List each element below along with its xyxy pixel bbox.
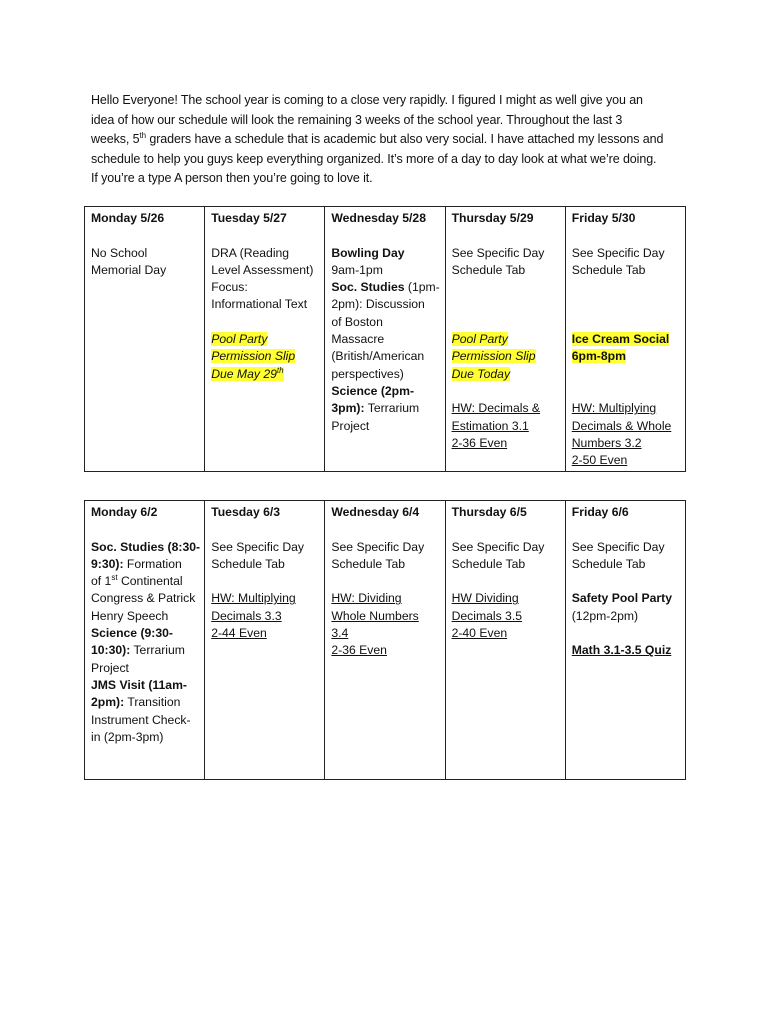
day-heading: Tuesday 6/3	[211, 505, 281, 519]
intro-paragraph	[91, 91, 691, 189]
homework-line: HW: Decimals &	[451, 401, 541, 416]
day-heading: Thursday 6/5	[451, 505, 527, 519]
cell-tuesday-5-27: Tuesday 5/27 DRA (Reading Level Assessment) Focus: Informational Text Pool Party Permission Slip Due May 29th	[205, 207, 325, 472]
highlight-note: Permission Slip	[451, 349, 536, 364]
homework-line: Numbers 3.2	[571, 435, 642, 450]
highlight-note: Ice Cream Social	[571, 332, 670, 347]
homework-line: HW: Dividing	[331, 591, 402, 606]
cell-tuesday-6-3: Tuesday 6/3 See Specific Day Schedule Tab HW: Multiplying Decimals 3.3 2-44 Even	[205, 501, 325, 780]
homework-line: Decimals & Whole	[571, 418, 672, 433]
homework-line: HW Dividing	[451, 591, 519, 606]
cell-monday-5-26: Monday 5/26 No School Memorial Day	[85, 207, 205, 472]
homework-line: Decimals 3.3	[211, 608, 282, 623]
highlight-note: Pool Party	[211, 332, 268, 347]
homework-line: HW: Multiplying	[571, 401, 657, 416]
homework-line: Decimals 3.5	[451, 608, 523, 623]
day-heading: Friday 6/6	[571, 505, 629, 519]
cell-wednesday-5-28: Wednesday 5/28 Bowling Day 9am-1pm Soc. Studies (1pm- 2pm): Discussion of Boston Massacre (British/American perspectives) Science (2pm- 3pm): Terrarium Project	[325, 207, 445, 472]
cell-wednesday-6-4: Wednesday 6/4 See Specific Day Schedule Tab HW: Dividing Whole Numbers 3.4 2-36 Even	[325, 501, 445, 780]
homework-line: 2-36 Even	[331, 643, 387, 658]
intro-line: If you’re a type A person then you’re going to love it.	[91, 171, 373, 186]
cell-monday-6-2: Monday 6/2 Soc. Studies (8:30- 9:30): Formation of 1st Continental Congress & Patrick Henry Speech Science (9:30- 10:30): Terrarium Project JMS Visit (11am- 2pm): Transition Instrument Check- in (2pm-3pm)	[85, 501, 205, 780]
highlight-note: Due Today	[451, 366, 511, 381]
day-heading: Monday 5/26	[91, 211, 165, 225]
highlight-note: Pool Party	[451, 332, 508, 347]
day-heading: Wednesday 5/28	[331, 211, 426, 225]
schedule-week-2	[84, 500, 686, 780]
day-heading: Thursday 5/29	[451, 211, 534, 225]
homework-line: Estimation 3.1	[451, 418, 529, 433]
day-heading: Friday 5/30	[571, 211, 636, 225]
homework-line: 2-36 Even	[451, 435, 508, 450]
intro-line: weeks, 5th graders have a schedule that is academic but also very social. I have attached my lessons and	[91, 131, 664, 147]
day-heading: Tuesday 5/27	[211, 211, 287, 225]
cell-thursday-6-5: Thursday 6/5 See Specific Day Schedule Tab HW Dividing Decimals 3.5 2-40 Even	[445, 501, 565, 780]
day-heading: Monday 6/2	[91, 505, 158, 519]
homework-line: Whole Numbers	[331, 608, 419, 623]
homework-line: 2-40 Even	[451, 626, 508, 641]
highlight-note: Due May 29th	[211, 365, 284, 381]
cell-thursday-5-29: Thursday 5/29 See Specific Day Schedule Tab Pool Party Permission Slip Due Today HW: Decimals & Estimation 3.1 2-36 Even	[445, 207, 565, 472]
schedule-week-1	[84, 206, 686, 472]
homework-line: 3.4	[331, 626, 349, 641]
day-heading: Wednesday 6/4	[331, 505, 420, 519]
cell-friday-6-6: Friday 6/6 See Specific Day Schedule Tab Safety Pool Party (12pm-2pm) Math 3.1-3.5 Quiz	[565, 501, 685, 780]
intro-line: idea of how our schedule will look the remaining 3 weeks of the school year. Throughout the last 3	[91, 112, 623, 127]
intro-line: schedule to help you guys keep everything organized. It’s more of a day to day look at what we’re doing.	[91, 151, 657, 166]
cell-friday-5-30: Friday 5/30 See Specific Day Schedule Tab Ice Cream Social 6pm-8pm HW: Multiplying Decimals & Whole Numbers 3.2 2-50 Even	[565, 207, 685, 472]
homework-line: 2-50 Even	[571, 453, 628, 468]
highlight-note: Permission Slip	[211, 349, 296, 364]
quiz-line: Math 3.1-3.5 Quiz	[571, 643, 672, 658]
homework-line: 2-44 Even	[211, 626, 267, 641]
highlight-note: 6pm-8pm	[571, 349, 626, 364]
homework-line: HW: Multiplying	[211, 591, 296, 606]
intro-line: Hello Everyone! The school year is coming to a close very rapidly. I figured I might as well give you an	[91, 93, 643, 107]
